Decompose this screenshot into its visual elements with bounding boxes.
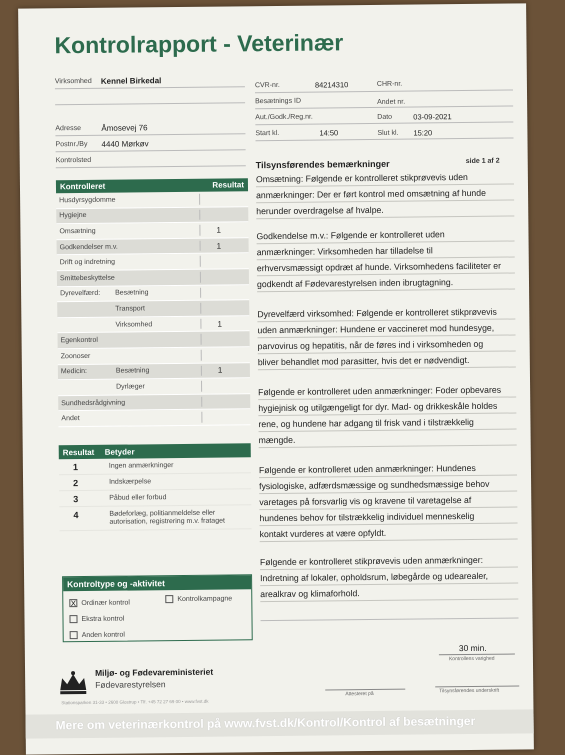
remark-line: mængde. (259, 429, 517, 448)
remark-omsaetning (256, 168, 514, 219)
slut-label: Slut kl. (377, 129, 399, 137)
divider (255, 122, 513, 126)
column-divider (201, 396, 202, 407)
start-label: Start kl. (255, 129, 280, 138)
remark-behov (259, 459, 518, 542)
kontroltype-box (62, 574, 253, 642)
remark-line: herunder overdragelse af hvalpe. (256, 200, 514, 219)
kontrolleret-area: Zoonoser (60, 352, 91, 360)
slut-value: 15:20 (413, 128, 433, 138)
virksomhed-label: Virksomhed (54, 77, 92, 86)
remark-line: parvovirus og hepatitis, når de føres ind i virksomheden og (258, 335, 516, 354)
duration-value: 30 min. (458, 642, 487, 654)
andet-nr-label: Andet nr. (377, 98, 406, 106)
dato-label: Dato (377, 113, 393, 121)
kontrolleret-area: Husdyrsygdomme (59, 196, 116, 205)
column-divider (199, 225, 200, 236)
ekstra-label: Ekstra kontrol (81, 615, 125, 623)
ministry-name: Miljø- og Fødevareministeriet (95, 666, 214, 678)
report-sheet (18, 3, 534, 754)
cvr-value: 84214310 (314, 80, 349, 90)
divider (56, 165, 246, 168)
resultat-legend-row (59, 505, 251, 531)
agency-name: Fødevarestyrelsen (95, 679, 166, 690)
kontrolleret-subarea: Besætning (115, 367, 150, 376)
footer-address: Stationsparken 31-33 • 2600 Glostrup • Tlf. +45 72 27 69 00 • www.fvst.dk (61, 698, 209, 706)
divider (255, 137, 513, 141)
checkbox-icon (70, 631, 78, 639)
kontrolleret-result: 1 (216, 225, 221, 235)
adresse-value: Åmosevej 76 (101, 123, 148, 133)
checkbox-checked-icon: X (70, 599, 77, 609)
remark-line: bliver behandlet mod parasitter, hvis det er nødvendigt. (258, 351, 516, 370)
resultat-header-label: Resultat (212, 180, 245, 190)
kontrolleret-result: 1 (216, 241, 222, 251)
column-divider (200, 303, 201, 314)
kontrolleret-result: 1 (217, 365, 223, 375)
kontrolleret-area: Smittebeskyttelse (59, 274, 115, 283)
remark-line: godkendt af Fødevarestyrelsen inden ibrugtagning. (257, 273, 515, 292)
start-value: 14:50 (319, 128, 339, 138)
resultat-code: 3 (73, 494, 79, 505)
column-divider (201, 334, 202, 345)
remark-foder (258, 381, 517, 448)
column-divider (200, 319, 201, 330)
column-divider (200, 241, 201, 252)
remark-line: kontakt vurderes at være opfyldt. (260, 523, 518, 542)
remark-line: Dyrevelfærd virksomhed: Følgende er kontrolleret stikprøvevis (257, 303, 515, 322)
column-divider (200, 287, 201, 298)
page-number: side 1 af 2 (465, 157, 500, 166)
crown-logo-icon (57, 670, 89, 701)
kontrolleret-area: Drift og indretning (59, 258, 116, 267)
remark-line: Følgende er kontrolleret uden anmærkninger: Foder opbevares (258, 381, 516, 400)
kontrolleret-area: Medicin: (60, 368, 88, 376)
kontrolleret-area: Andet (61, 415, 80, 423)
column-divider (201, 365, 202, 376)
kontrolleret-subarea: Dyrlæger (116, 383, 145, 391)
checkbox-icon (69, 615, 77, 623)
remark-line: erhvervsmæssigt opdræt af hunde. Virksomhedens faciliteter er (257, 257, 515, 276)
resultat-col-label: Resultat (62, 447, 95, 457)
resultat-code: 4 (73, 510, 79, 521)
kampagne-label: Kontrolkampagne (177, 594, 233, 603)
kontrolleret-area: Sundhedsrådgivning (61, 399, 126, 407)
column-divider (201, 381, 202, 392)
kontrolleret-area: Dyrevelfærd: (60, 290, 101, 298)
remark-line: anmærkninger: Virksomheden har tilladelse til (257, 241, 515, 260)
adresse-label: Adresse (55, 125, 82, 133)
chr-label: CHR-nr. (376, 80, 403, 88)
remark-indretning (260, 551, 518, 602)
kontrolleret-result: 1 (217, 319, 222, 329)
resultat-meaning: Ingen anmærkninger (108, 462, 174, 470)
remark-line: hundenes behov for tilstrækkelig individuel menneskelig (259, 507, 517, 526)
kontrolleret-header-label: Kontrolleret (59, 181, 106, 192)
divider (255, 90, 513, 94)
kontrolsted-label: Kontrolsted (55, 156, 92, 165)
postnr-label: Postnr./By (55, 140, 88, 149)
remark-line: Omsætning: Følgende er kontrolleret stikprøvevis uden (256, 168, 514, 187)
kontrolleret-area: Hygiejne (59, 212, 87, 220)
attested-label: Attesteret på (345, 690, 374, 698)
inspector-label: Tilsynsførendes underskrift (439, 687, 500, 695)
remark-line: Følgende er kontrolleret uden anmærkninger: Hundenes (259, 459, 517, 478)
postnr-value: 4440 Mørkøv (101, 139, 149, 149)
divider (55, 102, 245, 105)
virksomhed-value: Kennel Birkedal (100, 76, 162, 86)
divider (55, 86, 245, 89)
aut-label: Aut./Godk./Reg.nr. (255, 113, 313, 122)
resultat-meaning: Bødeforlæg, politianmeldelse eller autorisation, registrering m.v. frataget (109, 509, 225, 526)
remark-line: fysiologiske, adfærdsmæssige og sundhedsmæssige behov (259, 475, 517, 494)
footer-link[interactable]: Mere om veterinærkontrol på www.fvst.dk/Kontrol/Kontrol af besætninger (55, 713, 476, 733)
ordinaer-label: Ordinær kontrol (81, 599, 131, 607)
remark-dyrevelfaerd (257, 303, 516, 370)
remark-line: Godkendelse m.v.: Følgende er kontrolleret uden (256, 225, 514, 244)
kontrolleret-row (58, 410, 250, 428)
ordinaer-checkbox[interactable] (69, 599, 130, 608)
resultat-legend (59, 443, 252, 531)
dato-value: 03-09-2021 (413, 112, 452, 122)
divider (55, 133, 245, 136)
kontrolleret-area: Godkendelser m.v. (59, 243, 118, 251)
divider (255, 106, 513, 110)
resultat-code: 1 (72, 462, 78, 473)
column-divider (200, 272, 201, 283)
remark-line: Indretning af lokaler, opholdsrum, løbegårde og udearealer, (260, 567, 518, 586)
kontrolleret-subarea: Transport (115, 305, 145, 313)
column-divider (199, 194, 200, 205)
remark-line: hygiejnisk og utilgængeligt for dyr. Mad- og drikkeskåle holdes (258, 397, 516, 416)
column-divider (201, 412, 202, 423)
remark-line: uden anmærkninger: Hundene er vaccineret mod hundesyge, (257, 319, 515, 338)
resultat-meaning: Påbud eller forbud (109, 494, 167, 502)
kontrolleret-area: Omsætning (59, 227, 96, 236)
report-title: Kontrolrapport - Veterinær (54, 29, 344, 59)
column-divider (200, 256, 201, 267)
remark-line: varetages på forsvarlig vis og kravene til varetagelse af (259, 491, 517, 510)
kontrolleret-area: Egenkontrol (60, 337, 98, 345)
column-divider (199, 209, 200, 220)
remark-line: anmærkninger: Der er ført kontrol med omsætning af hunde (256, 184, 514, 203)
divider (261, 617, 519, 621)
remark-line: rene, og hundene har adgang til frisk vand i tilstrækkelig (258, 413, 516, 432)
column-divider (201, 350, 202, 361)
cvr-label: CVR-nr. (254, 81, 280, 90)
anden-label: Anden kontrol (81, 631, 125, 639)
resultat-code: 2 (73, 478, 79, 489)
ekstra-checkbox[interactable] (69, 615, 124, 624)
kontroltype-header: Kontroltype og -aktivitet (63, 575, 251, 591)
checkbox-icon (165, 595, 173, 603)
kontrolleret-subarea: Virksomhed (115, 320, 153, 329)
divider (56, 149, 246, 152)
anden-checkbox[interactable] (70, 631, 125, 640)
resultat-meaning: Indskærpelse (109, 478, 152, 486)
betyder-col-label: Betyder (104, 446, 135, 457)
duration-label: Kontrollens varighed (448, 655, 495, 663)
remark-line: Følgende er kontrolleret stikprøvevis uden anmærkninger: (260, 551, 518, 570)
kontrolleret-subarea: Besætning (115, 289, 149, 298)
besaetning-label: Besætnings ID (255, 97, 302, 106)
remark-godkendelse (256, 225, 515, 292)
kontrolleret-table (56, 178, 251, 427)
kampagne-checkbox[interactable] (165, 594, 232, 603)
remarks-title: Tilsynsførendes bemærkninger (255, 158, 390, 171)
remark-line: arealkrav og klimaforhold. (260, 583, 518, 602)
